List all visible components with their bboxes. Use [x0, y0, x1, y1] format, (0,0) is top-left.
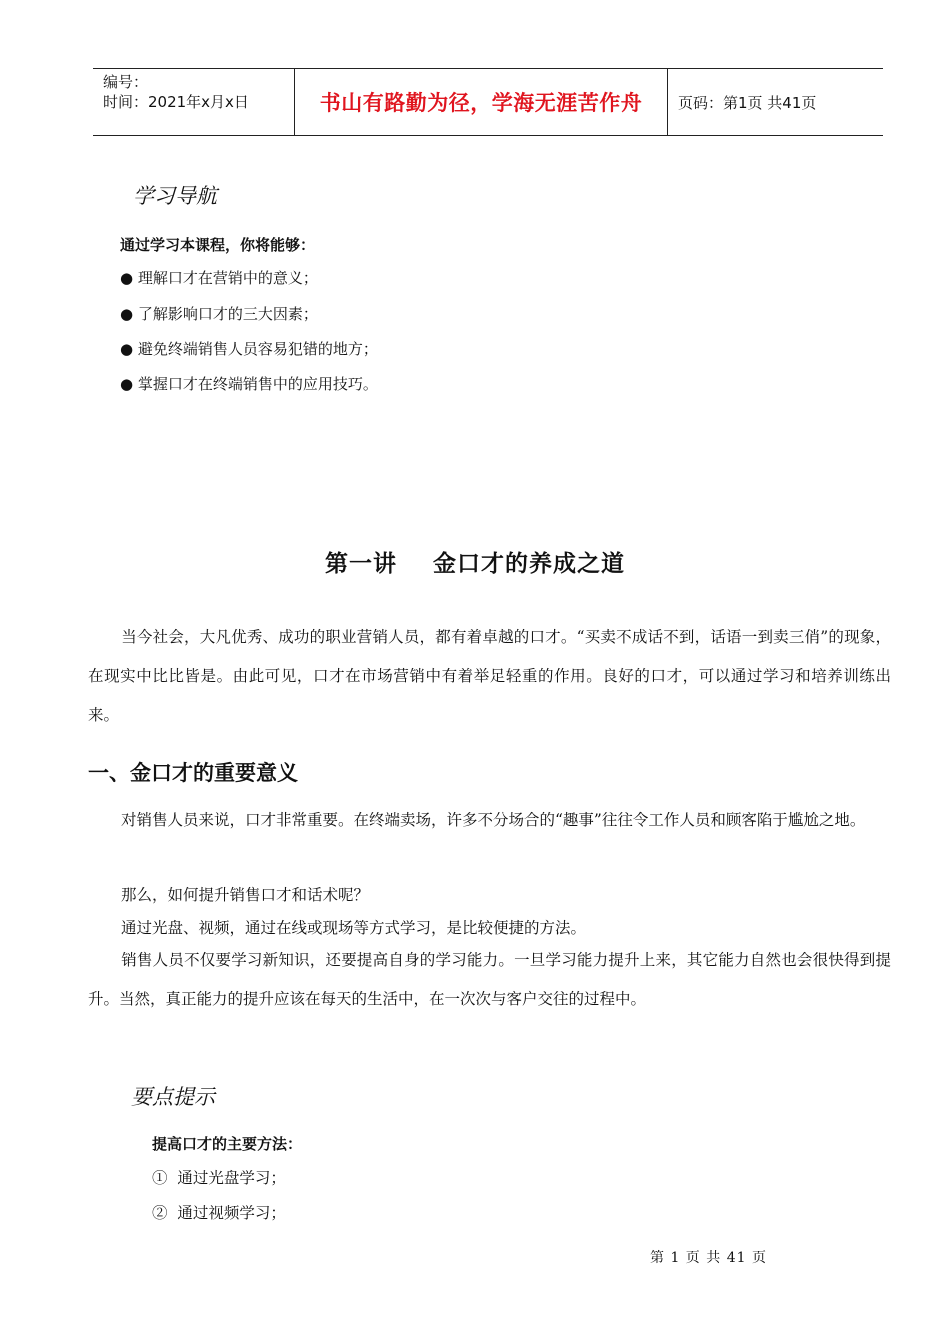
section-paragraph-text: 对销售人员来说，口才非常重要。在终端卖场，许多不分场合的“趣事”往往令工作人员和顾客陷于尴尬之地。 [121, 811, 866, 829]
tips-heading: 要点提示 [131, 1085, 215, 1109]
guide-item: ● 了解影响口才的三大因素； [120, 305, 318, 323]
section-paragraph: 通过光盘、视频，通过在线或现场等方式学习，是比较便捷的方法。 [121, 919, 587, 937]
tips-intro: 提高口才的主要方法： [152, 1135, 303, 1153]
section-paragraph [88, 801, 891, 840]
section-paragraph-text: 销售人员不仅要学习新知识，还要提高自身的学习能力。一旦学习能力提升上来，其它能力自然也会很快得到提升。当然，真正能力的提升应该在每天的生活中，在一次次与客户交往的过程中。 [88, 951, 891, 1008]
header-motto: 书山有路勤为径，学海无涯苦作舟 [295, 69, 668, 135]
guide-heading: 学习导航 [133, 184, 217, 208]
lecture-intro-paragraph [88, 618, 891, 735]
guide-item: ● 避免终端销售人员容易犯错的地方； [120, 340, 378, 358]
header-time: 时间：2021年x月x日 [103, 93, 249, 111]
section-paragraph: 那么，如何提升销售口才和话术呢？ [121, 886, 370, 904]
guide-intro: 通过学习本课程，你将能够： [120, 236, 316, 254]
lecture-title: 第一讲 金口才的养成之道 [324, 551, 626, 577]
lecture-intro-text: 当今社会，大凡优秀、成功的职业营销人员，都有着卓越的口才。“买卖不成话不到，话语一到卖三俏”的现象， 在现实中比比皆是。由此可见，口才在市场营销中有着举足轻重的作用。良好的口才，可以通过学习和培养训练出来。 [88, 628, 891, 724]
header-page-number: 页码：第1页 共41页 [678, 93, 817, 112]
footer-page-number: 第 1 页 共 41 页 [650, 1250, 767, 1266]
header-info-cell [93, 69, 295, 135]
section-heading: 一、金口才的重要意义 [88, 761, 298, 785]
guide-item: ● 掌握口才在终端销售中的应用技巧。 [120, 375, 378, 393]
guide-item: ● 理解口才在营销中的意义； [120, 269, 318, 287]
header-table [93, 68, 883, 136]
section-paragraph [88, 941, 891, 1019]
header-code: 编号： [103, 73, 149, 91]
tips-item: ② 通过视频学习； [152, 1204, 286, 1222]
tips-item: ① 通过光盘学习； [152, 1169, 286, 1187]
